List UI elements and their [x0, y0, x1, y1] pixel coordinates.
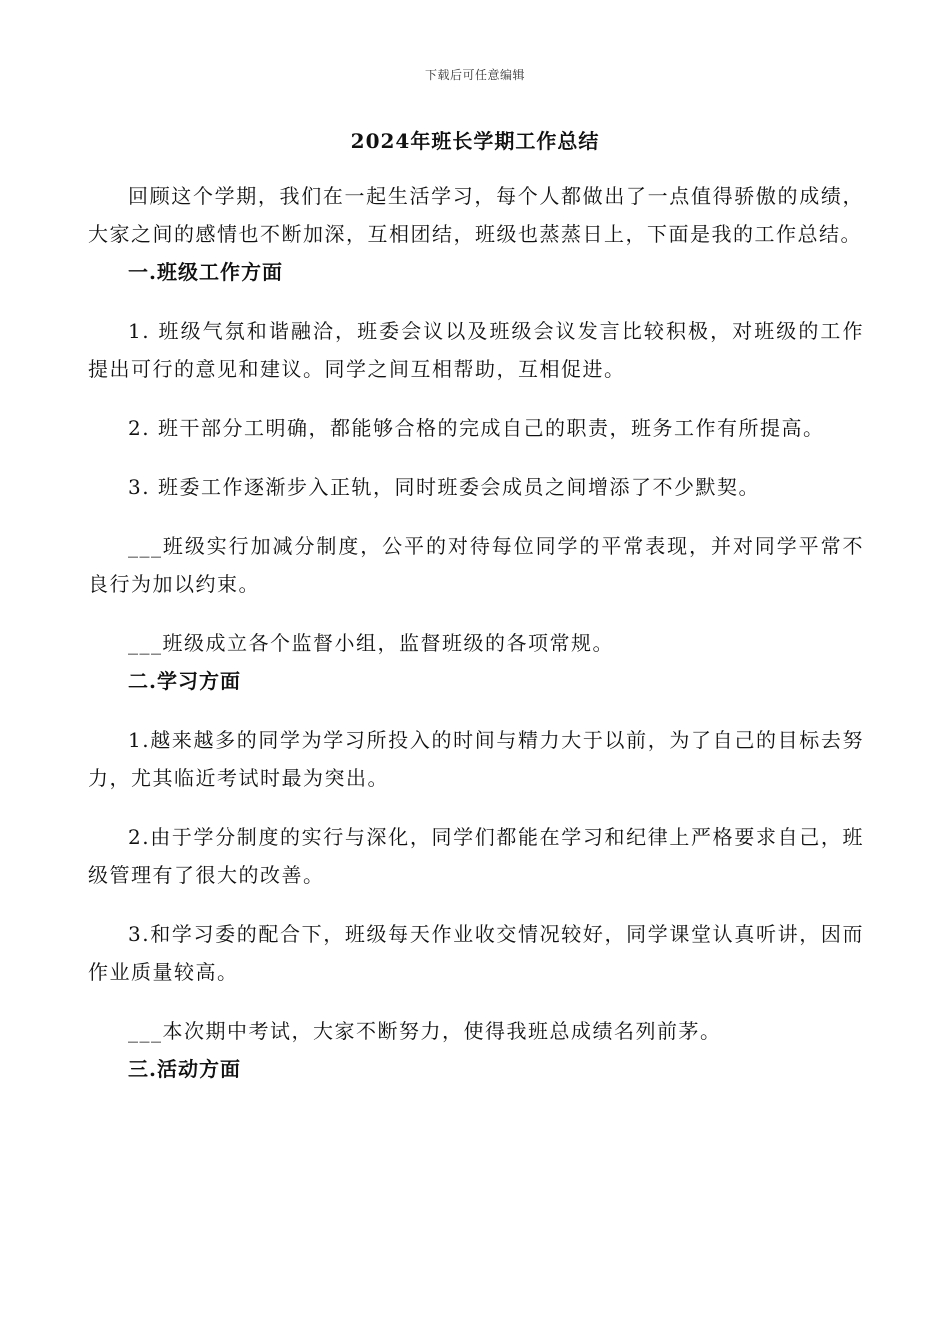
paragraph: ___本次期中考试，大家不断努力，使得我班总成绩名列前茅。: [128, 1019, 722, 1043]
section-heading-class-work: 一.班级工作方面: [128, 260, 283, 284]
intro-paragraph: 回顾这个学期，我们在一起生活学习，每个人都做出了一点值得骄傲的成绩，大家之间的感情也不断加深，互相团结，班级也蒸蒸日上，下面是我的工作总结。: [88, 184, 864, 246]
paragraph: 1.越来越多的同学为学习所投入的时间与精力大于以前，为了自己的目标去努力，尤其临近考试时最为突出。: [88, 728, 864, 790]
paragraph: 2.由于学分制度的实行与深化，同学们都能在学习和纪律上严格要求自己，班级管理有了很大的改善。: [88, 825, 864, 887]
paragraph: ___班级成立各个监督小组，监督班级的各项常规。: [128, 631, 614, 655]
document-body: [88, 177, 864, 1088]
paragraph: ___班级实行加减分制度，公平的对待每位同学的平常表现，并对同学平常不良行为加以约束。: [88, 534, 864, 596]
document-title: 2024年班长学期工作总结: [350, 129, 600, 153]
section-heading-activities: 三.活动方面: [128, 1057, 241, 1081]
paragraph: 1. 班级气氛和谐融洽，班委会议以及班级会议发言比较积极，对班级的工作提出可行的意见和建议。同学之间互相帮助，互相促进。: [88, 319, 864, 381]
paragraph: 3. 班委工作逐渐步入正轨，同时班委会成员之间增添了不少默契。: [128, 475, 760, 499]
header-note: 下载后可任意编辑: [424, 68, 525, 82]
paragraph: 3.和学习委的配合下，班级每天作业收交情况较好，同学课堂认真听讲，因而作业质量较高。: [88, 922, 864, 984]
section-heading-study: 二.学习方面: [128, 669, 241, 693]
paragraph: 2. 班干部分工明确，都能够合格的完成自己的职责，班务工作有所提高。: [128, 416, 825, 440]
